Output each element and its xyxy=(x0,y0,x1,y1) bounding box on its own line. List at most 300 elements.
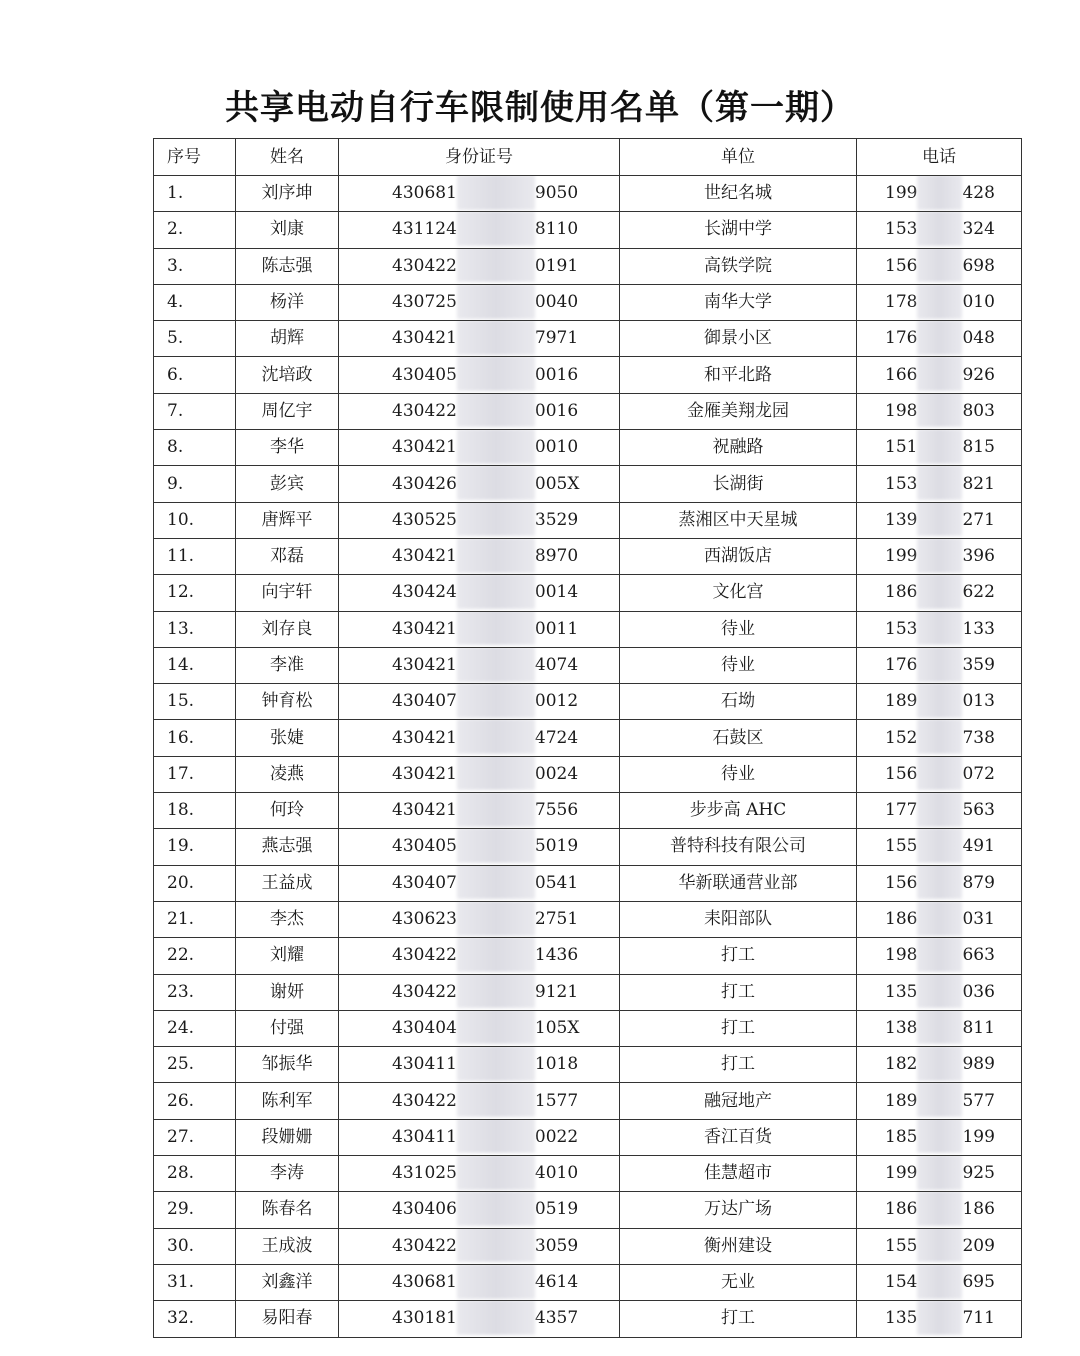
phone-suffix: 577 xyxy=(962,1090,995,1111)
phone-suffix: 209 xyxy=(962,1235,995,1256)
phone-prefix: 151 xyxy=(885,437,918,458)
person-name: 张婕 xyxy=(236,720,339,756)
redaction-mask xyxy=(457,538,535,572)
id-prefix: 430405 xyxy=(392,364,457,385)
phone-prefix: 198 xyxy=(885,945,918,966)
phone-prefix: 139 xyxy=(885,509,918,530)
phone-prefix: 156 xyxy=(885,763,918,784)
id-number xyxy=(339,1264,620,1300)
person-name: 邹振华 xyxy=(236,1047,339,1083)
phone xyxy=(857,1010,1022,1046)
table-row xyxy=(154,212,1022,248)
person-name: 邓磊 xyxy=(236,538,339,574)
phone xyxy=(857,393,1022,429)
redaction-mask xyxy=(457,466,535,500)
unit: 耒阳部队 xyxy=(620,901,857,937)
unit: 香江百货 xyxy=(620,1119,857,1155)
id-number xyxy=(339,901,620,937)
phone-suffix: 031 xyxy=(962,909,995,930)
id-suffix: 0016 xyxy=(534,400,579,421)
person-name: 向宇轩 xyxy=(236,575,339,611)
id-number xyxy=(339,502,620,538)
row-number: 14. xyxy=(154,647,236,683)
row-number: 19. xyxy=(154,829,236,865)
redaction-mask xyxy=(917,611,962,645)
row-number: 11. xyxy=(154,538,236,574)
id-number xyxy=(339,1047,620,1083)
phone xyxy=(857,466,1022,502)
redaction-mask xyxy=(457,684,535,718)
redaction-mask xyxy=(457,575,535,609)
person-name: 刘康 xyxy=(236,212,339,248)
id-prefix: 430725 xyxy=(392,292,457,313)
redaction-mask xyxy=(457,321,535,355)
row-number: 1. xyxy=(154,176,236,212)
person-name: 陈利军 xyxy=(236,1083,339,1119)
table-row xyxy=(154,1010,1022,1046)
id-number xyxy=(339,575,620,611)
person-name: 沈培政 xyxy=(236,357,339,393)
phone xyxy=(857,248,1022,284)
id-suffix: 4614 xyxy=(534,1272,579,1293)
row-number: 5. xyxy=(154,321,236,357)
table-header-row xyxy=(154,139,1022,176)
unit: 和平北路 xyxy=(620,357,857,393)
redaction-mask xyxy=(457,1010,535,1044)
redaction-mask xyxy=(457,1301,535,1335)
col-header-phone: 电话 xyxy=(857,139,1022,176)
id-prefix: 430421 xyxy=(392,328,457,349)
unit: 待业 xyxy=(620,611,857,647)
phone-prefix: 153 xyxy=(885,219,918,240)
phone-suffix: 324 xyxy=(962,219,995,240)
redaction-mask xyxy=(917,575,962,609)
phone-prefix: 156 xyxy=(885,255,918,276)
phone xyxy=(857,1119,1022,1155)
table-row xyxy=(154,1047,1022,1083)
phone xyxy=(857,901,1022,937)
redaction-mask xyxy=(917,793,962,827)
col-header-number: 序号 xyxy=(154,139,236,176)
phone-suffix: 803 xyxy=(962,400,995,421)
redaction-mask xyxy=(457,284,535,318)
unit: 普特科技有限公司 xyxy=(620,829,857,865)
phone-suffix: 036 xyxy=(962,981,995,1002)
id-prefix: 430181 xyxy=(392,1308,457,1329)
phone-suffix: 359 xyxy=(962,655,995,675)
phone-prefix: 189 xyxy=(885,1090,918,1111)
phone xyxy=(857,1047,1022,1083)
redaction-mask xyxy=(917,502,962,536)
row-number: 12. xyxy=(154,575,236,611)
redaction-mask xyxy=(917,1192,962,1226)
redaction-mask xyxy=(457,502,535,536)
redaction-mask xyxy=(917,684,962,718)
redaction-mask xyxy=(917,1301,962,1335)
table-row xyxy=(154,1192,1022,1228)
redaction-mask xyxy=(917,1047,962,1081)
unit: 打工 xyxy=(620,938,857,974)
table-row xyxy=(154,248,1022,284)
id-number xyxy=(339,1228,620,1264)
redaction-mask xyxy=(457,901,535,935)
id-number xyxy=(339,1010,620,1046)
id-prefix: 430422 xyxy=(392,945,457,966)
phone xyxy=(857,502,1022,538)
id-prefix: 430422 xyxy=(392,981,457,1002)
col-header-id-number: 身份证号 xyxy=(339,139,620,176)
phone-suffix: 010 xyxy=(962,292,995,313)
person-name: 陈志强 xyxy=(236,248,339,284)
id-prefix: 430404 xyxy=(392,1017,457,1038)
id-suffix: 0191 xyxy=(534,255,579,276)
id-number xyxy=(339,684,620,720)
person-name: 彭宾 xyxy=(236,466,339,502)
person-name: 付强 xyxy=(236,1010,339,1046)
id-number xyxy=(339,938,620,974)
redaction-mask xyxy=(917,720,962,754)
row-number: 29. xyxy=(154,1192,236,1228)
redaction-mask xyxy=(457,430,535,464)
row-number: 21. xyxy=(154,901,236,937)
phone xyxy=(857,1228,1022,1264)
id-prefix: 430421 xyxy=(392,727,457,748)
person-name: 杨洋 xyxy=(236,284,339,320)
unit: 世纪名城 xyxy=(620,176,857,212)
unit: 文化宫 xyxy=(620,575,857,611)
row-number: 28. xyxy=(154,1156,236,1192)
phone-suffix: 926 xyxy=(962,364,995,385)
table-row xyxy=(154,756,1022,792)
person-name: 陈春名 xyxy=(236,1192,339,1228)
row-number: 26. xyxy=(154,1083,236,1119)
id-suffix: 9121 xyxy=(534,981,579,1002)
phone-prefix: 189 xyxy=(885,691,918,712)
redaction-mask xyxy=(917,430,962,464)
unit: 佳慧超市 xyxy=(620,1156,857,1192)
col-header-name: 姓名 xyxy=(236,139,339,176)
person-name: 易阳春 xyxy=(236,1301,339,1337)
unit: 打工 xyxy=(620,1010,857,1046)
redaction-mask xyxy=(457,1156,535,1190)
table-row xyxy=(154,1228,1022,1264)
id-suffix: 8970 xyxy=(534,546,579,567)
id-number xyxy=(339,611,620,647)
phone-prefix: 152 xyxy=(885,727,918,748)
phone-prefix: 186 xyxy=(885,582,918,603)
id-number xyxy=(339,1301,620,1337)
row-number: 25. xyxy=(154,1047,236,1083)
id-suffix: 4074 xyxy=(534,655,579,675)
id-suffix: 2751 xyxy=(534,909,579,930)
id-suffix: 0011 xyxy=(534,618,579,639)
phone-prefix: 199 xyxy=(885,546,918,567)
phone-suffix: 563 xyxy=(962,800,995,821)
phone-prefix: 177 xyxy=(885,800,918,821)
unit: 待业 xyxy=(620,756,857,792)
id-suffix: 0519 xyxy=(534,1199,579,1220)
redaction-mask xyxy=(457,865,535,899)
phone-suffix: 013 xyxy=(962,691,995,712)
phone xyxy=(857,575,1022,611)
unit: 石坳 xyxy=(620,684,857,720)
redaction-mask xyxy=(917,1119,962,1153)
id-suffix: 0541 xyxy=(534,872,579,893)
unit: 金雁美翔龙园 xyxy=(620,393,857,429)
table-row xyxy=(154,284,1022,320)
row-number: 4. xyxy=(154,284,236,320)
phone-prefix: 153 xyxy=(885,618,918,639)
redaction-mask xyxy=(917,901,962,935)
table-row xyxy=(154,720,1022,756)
phone-prefix: 178 xyxy=(885,292,918,313)
phone xyxy=(857,756,1022,792)
unit: 待业 xyxy=(620,647,857,683)
row-number: 18. xyxy=(154,793,236,829)
table-row xyxy=(154,1083,1022,1119)
id-prefix: 431025 xyxy=(392,1163,457,1184)
id-suffix: 0040 xyxy=(534,292,579,313)
person-name: 刘鑫洋 xyxy=(236,1264,339,1300)
col-header-unit: 单位 xyxy=(620,139,857,176)
row-number: 32. xyxy=(154,1301,236,1337)
redaction-mask xyxy=(917,938,962,972)
unit: 打工 xyxy=(620,1047,857,1083)
id-prefix: 430424 xyxy=(392,582,457,603)
id-number xyxy=(339,720,620,756)
phone-suffix: 072 xyxy=(962,763,995,784)
phone-prefix: 135 xyxy=(885,981,918,1002)
id-prefix: 430426 xyxy=(392,473,457,494)
phone-suffix: 711 xyxy=(962,1308,995,1329)
person-name: 段姗姗 xyxy=(236,1119,339,1155)
id-suffix: 3529 xyxy=(534,509,579,530)
id-prefix: 430421 xyxy=(392,437,457,458)
phone xyxy=(857,430,1022,466)
table-row xyxy=(154,1301,1022,1337)
person-name: 燕志强 xyxy=(236,829,339,865)
redaction-mask xyxy=(917,176,962,210)
person-name: 谢妍 xyxy=(236,974,339,1010)
row-number: 6. xyxy=(154,357,236,393)
unit: 打工 xyxy=(620,974,857,1010)
id-number xyxy=(339,176,620,212)
phone-prefix: 166 xyxy=(885,364,918,385)
id-prefix: 430411 xyxy=(392,1126,457,1147)
id-suffix: 9050 xyxy=(534,183,579,204)
phone-suffix: 925 xyxy=(962,1163,995,1184)
id-suffix: 4724 xyxy=(534,727,579,748)
table-row xyxy=(154,647,1022,683)
id-number xyxy=(339,829,620,865)
id-number xyxy=(339,974,620,1010)
unit: 西湖饭店 xyxy=(620,538,857,574)
id-suffix: 0016 xyxy=(534,364,579,385)
phone xyxy=(857,1156,1022,1192)
redaction-mask xyxy=(457,829,535,863)
id-number xyxy=(339,284,620,320)
table-row xyxy=(154,538,1022,574)
table-row xyxy=(154,430,1022,466)
row-number: 13. xyxy=(154,611,236,647)
redaction-mask xyxy=(457,720,535,754)
redaction-mask xyxy=(917,1010,962,1044)
id-number xyxy=(339,321,620,357)
redaction-mask xyxy=(917,357,962,391)
redaction-mask xyxy=(917,393,962,427)
phone xyxy=(857,538,1022,574)
unit: 万达广场 xyxy=(620,1192,857,1228)
redaction-mask xyxy=(917,647,962,681)
table-row xyxy=(154,357,1022,393)
phone xyxy=(857,684,1022,720)
redaction-mask xyxy=(457,1119,535,1153)
unit: 衡州建设 xyxy=(620,1228,857,1264)
unit: 长湖中学 xyxy=(620,212,857,248)
redaction-mask xyxy=(457,1192,535,1226)
id-suffix: 1436 xyxy=(534,945,579,966)
id-suffix: 3059 xyxy=(534,1235,579,1256)
redaction-mask xyxy=(457,938,535,972)
phone-suffix: 989 xyxy=(962,1054,995,1075)
id-prefix: 430421 xyxy=(392,800,457,821)
redaction-mask xyxy=(457,176,535,210)
unit: 御景小区 xyxy=(620,321,857,357)
row-number: 7. xyxy=(154,393,236,429)
redaction-mask xyxy=(917,248,962,282)
row-number: 9. xyxy=(154,466,236,502)
id-number xyxy=(339,248,620,284)
person-name: 王益成 xyxy=(236,865,339,901)
redaction-mask xyxy=(917,1228,962,1262)
redaction-mask xyxy=(457,611,535,645)
phone-suffix: 698 xyxy=(962,255,995,276)
redaction-mask xyxy=(457,1083,535,1117)
phone-suffix: 879 xyxy=(962,872,995,893)
roster-table xyxy=(153,138,1022,1338)
person-name: 周亿宇 xyxy=(236,393,339,429)
id-suffix: 1577 xyxy=(534,1090,579,1111)
table-row xyxy=(154,393,1022,429)
redaction-mask xyxy=(917,1083,962,1117)
person-name: 李涛 xyxy=(236,1156,339,1192)
id-prefix: 431124 xyxy=(392,219,457,240)
phone-prefix: 198 xyxy=(885,400,918,421)
unit: 高铁学院 xyxy=(620,248,857,284)
id-suffix: 1018 xyxy=(534,1054,579,1075)
phone xyxy=(857,1264,1022,1300)
table-row xyxy=(154,575,1022,611)
table-row xyxy=(154,1264,1022,1300)
phone-suffix: 738 xyxy=(962,727,995,748)
id-number xyxy=(339,393,620,429)
phone xyxy=(857,1083,1022,1119)
redaction-mask xyxy=(917,829,962,863)
unit: 祝融路 xyxy=(620,430,857,466)
redaction-mask xyxy=(917,321,962,355)
unit: 长湖街 xyxy=(620,466,857,502)
page-title: 共享电动自行车限制使用名单（第一期） xyxy=(225,88,855,128)
id-prefix: 430406 xyxy=(392,1199,457,1220)
person-name: 钟育松 xyxy=(236,684,339,720)
phone-prefix: 138 xyxy=(885,1017,918,1038)
table-row xyxy=(154,611,1022,647)
id-suffix: 0012 xyxy=(534,691,579,712)
unit: 南华大学 xyxy=(620,284,857,320)
row-number: 20. xyxy=(154,865,236,901)
person-name: 刘序坤 xyxy=(236,176,339,212)
phone xyxy=(857,321,1022,357)
id-suffix: 7556 xyxy=(534,800,579,821)
id-prefix: 430405 xyxy=(392,836,457,857)
phone-prefix: 185 xyxy=(885,1126,918,1147)
person-name: 李杰 xyxy=(236,901,339,937)
unit: 石鼓区 xyxy=(620,720,857,756)
phone-prefix: 186 xyxy=(885,1199,918,1220)
phone-prefix: 186 xyxy=(885,909,918,930)
phone xyxy=(857,176,1022,212)
phone-prefix: 156 xyxy=(885,872,918,893)
row-number: 3. xyxy=(154,248,236,284)
phone-prefix: 155 xyxy=(885,836,918,857)
redaction-mask xyxy=(457,393,535,427)
phone xyxy=(857,284,1022,320)
id-prefix: 430681 xyxy=(392,183,457,204)
phone-suffix: 821 xyxy=(962,473,995,494)
redaction-mask xyxy=(457,793,535,827)
phone-prefix: 176 xyxy=(885,655,918,675)
table-row xyxy=(154,321,1022,357)
id-prefix: 430422 xyxy=(392,400,457,421)
row-number: 8. xyxy=(154,430,236,466)
phone-suffix: 663 xyxy=(962,945,995,966)
table-row xyxy=(154,829,1022,865)
phone xyxy=(857,938,1022,974)
phone-suffix: 491 xyxy=(962,836,995,857)
table-row xyxy=(154,1119,1022,1155)
person-name: 胡辉 xyxy=(236,321,339,357)
phone-prefix: 154 xyxy=(885,1272,918,1293)
id-number xyxy=(339,538,620,574)
id-prefix: 430422 xyxy=(392,1235,457,1256)
person-name: 唐辉平 xyxy=(236,502,339,538)
row-number: 22. xyxy=(154,938,236,974)
table-row xyxy=(154,502,1022,538)
redaction-mask xyxy=(457,647,535,681)
unit: 无业 xyxy=(620,1264,857,1300)
phone-prefix: 199 xyxy=(885,1163,918,1184)
id-prefix: 430407 xyxy=(392,872,457,893)
phone-suffix: 396 xyxy=(962,546,995,567)
unit: 蒸湘区中天星城 xyxy=(620,502,857,538)
redaction-mask xyxy=(457,248,535,282)
person-name: 刘存良 xyxy=(236,611,339,647)
id-number xyxy=(339,1119,620,1155)
phone xyxy=(857,720,1022,756)
id-prefix: 430623 xyxy=(392,909,457,930)
id-number xyxy=(339,1083,620,1119)
redaction-mask xyxy=(917,865,962,899)
phone xyxy=(857,647,1022,683)
id-number xyxy=(339,357,620,393)
id-prefix: 430411 xyxy=(392,1054,457,1075)
phone xyxy=(857,212,1022,248)
id-number xyxy=(339,756,620,792)
redaction-mask xyxy=(457,1264,535,1298)
id-number xyxy=(339,865,620,901)
phone-prefix: 155 xyxy=(885,1235,918,1256)
phone-suffix: 048 xyxy=(962,328,995,349)
